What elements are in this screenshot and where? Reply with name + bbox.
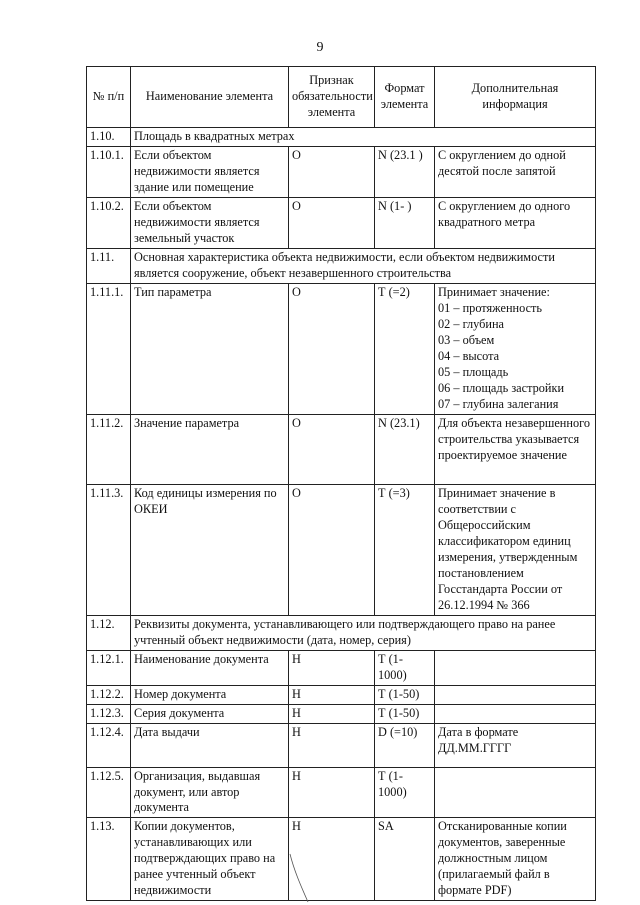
row-num: 1.12.3. — [87, 704, 131, 723]
table-row — [87, 650, 596, 685]
row-num: 1.12. — [87, 615, 131, 650]
table-row — [87, 128, 596, 147]
row-format: Т (=2) — [375, 283, 435, 414]
row-num: 1.10.2. — [87, 197, 131, 248]
table-row — [87, 723, 596, 767]
table-row — [87, 704, 596, 723]
pen-stroke-mark — [288, 852, 312, 904]
header-requirement: Признак обязательности элемента — [289, 67, 375, 128]
table-row — [87, 248, 596, 283]
row-format: D (=10) — [375, 723, 435, 767]
row-name: Значение параметра — [131, 414, 289, 484]
row-name: Номер документа — [131, 685, 289, 704]
row-requirement: Н — [289, 767, 375, 818]
table-header-row — [87, 67, 596, 128]
header-num: № п/п — [87, 67, 131, 128]
row-num: 1.12.1. — [87, 650, 131, 685]
row-format: N (23.1 ) — [375, 146, 435, 197]
row-requirement: Н — [289, 704, 375, 723]
header-info: Дополнительная информация — [435, 67, 596, 128]
table-row — [87, 146, 596, 197]
row-name: Наименование документа — [131, 650, 289, 685]
section-title: Реквизиты документа, устанавливающего или подтверждающего право на ранее учтенный объект недвижимости (дата, номер, серия) — [131, 615, 596, 650]
row-num: 1.11.1. — [87, 283, 131, 414]
row-name: Если объектом недвижимости является земельный участок — [131, 197, 289, 248]
row-num: 1.10. — [87, 128, 131, 147]
table-row — [87, 414, 596, 484]
row-name: Если объектом недвижимости является здание или помещение — [131, 146, 289, 197]
row-name: Организация, выдавшая документ, или автор документа — [131, 767, 289, 818]
row-info — [435, 283, 596, 414]
info-line: 01 – протяженность — [438, 300, 543, 315]
row-requirement: Н — [289, 723, 375, 767]
header-name: Наименование элемента — [131, 67, 289, 128]
row-requirement: О — [289, 484, 375, 615]
info-line: 03 – объем — [438, 332, 495, 347]
row-name: Код единицы измерения по ОКЕИ — [131, 484, 289, 615]
row-name: Тип параметра — [131, 283, 289, 414]
elements-table — [86, 66, 596, 901]
row-requirement: Н — [289, 818, 375, 901]
row-format: Т (1-50) — [375, 704, 435, 723]
row-info: С округлением до одной десятой после запятой — [435, 146, 596, 197]
row-name: Дата выдачи — [131, 723, 289, 767]
info-line: 07 – глубина залегания — [438, 396, 559, 411]
table-row — [87, 818, 596, 901]
table-row — [87, 484, 596, 615]
row-info: Принимает значение в соответствии с Общероссийским классификатором единиц измерения, утвержденным постановлением Госстандарта России от 26.12.1994 № 366 — [435, 484, 596, 615]
row-info — [435, 704, 596, 723]
row-format: Т (=3) — [375, 484, 435, 615]
row-info: Отсканированные копии документов, заверенные должностным лицом (прилагаемый файл в формате PDF) — [435, 818, 596, 901]
section-title: Площадь в квадратных метрах — [131, 128, 596, 147]
row-requirement: Н — [289, 685, 375, 704]
row-num: 1.12.2. — [87, 685, 131, 704]
section-title: Основная характеристика объекта недвижимости, если объектом недвижимости является сооружение, объект незавершенного строительства — [131, 248, 596, 283]
row-info — [435, 685, 596, 704]
row-num: 1.12.5. — [87, 767, 131, 818]
row-num: 1.11.2. — [87, 414, 131, 484]
row-num: 1.11.3. — [87, 484, 131, 615]
info-line: Принимает значение: — [438, 284, 550, 299]
header-format: Формат элемента — [375, 67, 435, 128]
row-num: 1.11. — [87, 248, 131, 283]
row-format: SA — [375, 818, 435, 901]
table-row — [87, 615, 596, 650]
row-requirement: О — [289, 283, 375, 414]
info-line: 04 – высота — [438, 348, 500, 363]
row-num: 1.12.4. — [87, 723, 131, 767]
table-row — [87, 197, 596, 248]
table-row — [87, 283, 596, 414]
page-number: 9 — [316, 40, 324, 55]
info-line: 06 – площадь застройки — [438, 380, 565, 395]
row-requirement: О — [289, 197, 375, 248]
info-line: 05 – площадь — [438, 364, 509, 379]
table-row — [87, 767, 596, 818]
row-requirement: О — [289, 414, 375, 484]
row-format: Т (1-1000) — [375, 767, 435, 818]
table-row — [87, 685, 596, 704]
info-line: 02 – глубина — [438, 316, 505, 331]
row-name: Серия документа — [131, 704, 289, 723]
row-info: Для объекта незавершенного строительства указывается проектируемое значение — [435, 414, 596, 484]
row-name: Копии документов, устанавливающих или подтверждающих право на ранее учтенный объект недвижимости — [131, 818, 289, 901]
row-format: Т (1-50) — [375, 685, 435, 704]
row-requirement: О — [289, 146, 375, 197]
row-format: N (23.1) — [375, 414, 435, 484]
row-info — [435, 767, 596, 818]
row-info: С округлением до одного квадратного метра — [435, 197, 596, 248]
row-format: Т (1-1000) — [375, 650, 435, 685]
row-num: 1.10.1. — [87, 146, 131, 197]
row-info — [435, 650, 596, 685]
row-requirement: Н — [289, 650, 375, 685]
row-num: 1.13. — [87, 818, 131, 901]
row-info: Дата в формате ДД.ММ.ГГГГ — [435, 723, 596, 767]
row-format: N (1- ) — [375, 197, 435, 248]
